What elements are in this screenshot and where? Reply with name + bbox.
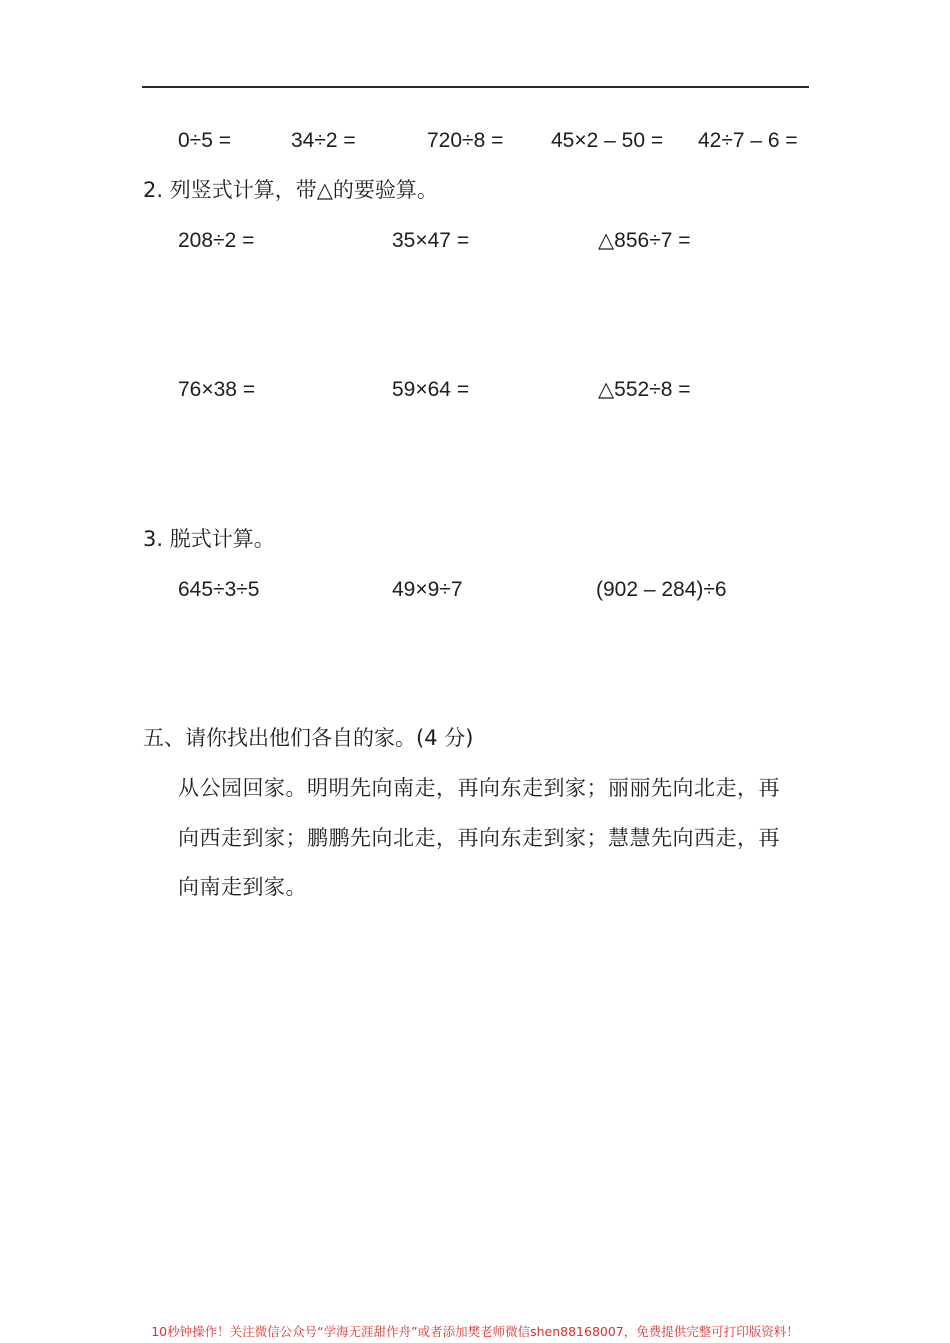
vertical-calc-item: 59×64 = (392, 378, 470, 401)
section-5-heading: 五、请你找出他们各自的家。(4 分) (143, 726, 474, 750)
vertical-calc-item: 35×47 = (392, 229, 470, 252)
oral-calc-item: 0÷5 = (178, 129, 231, 152)
vertical-calc-item-check: △552÷8 = (598, 378, 691, 401)
oral-calc-item: 34÷2 = (291, 129, 356, 152)
header-rule (142, 86, 809, 88)
oral-calc-item: 45×2 – 50 = (551, 129, 664, 152)
problem-text-line: 向西走到家；鹏鹏先向北走，再向东走到家；慧慧先向西走，再 (178, 826, 780, 850)
oral-calc-item: 42÷7 – 6 = (698, 129, 798, 152)
vertical-calc-item: 208÷2 = (178, 229, 255, 252)
footer-promo-text: 10秒钟操作！关注微信公众号“学海无涯甜作舟”或者添加樊老师微信shen88168007，免费提供完整可打印版资料！ (151, 1324, 799, 1339)
problem-text-line: 向南走到家。 (178, 875, 307, 899)
stepwise-calc-item: (902 – 284)÷6 (596, 578, 727, 601)
section-3-heading: 3. 脱式计算。 (143, 527, 275, 551)
oral-calc-item: 720÷8 = (427, 129, 504, 152)
vertical-calc-item: 76×38 = (178, 378, 256, 401)
stepwise-calc-item: 49×9÷7 (392, 578, 463, 601)
section-2-heading: 2. 列竖式计算，带△的要验算。 (143, 178, 438, 202)
stepwise-calc-item: 645÷3÷5 (178, 578, 260, 601)
problem-text-line: 从公园回家。明明先向南走，再向东走到家；丽丽先向北走，再 (178, 776, 780, 800)
vertical-calc-item-check: △856÷7 = (598, 229, 691, 252)
